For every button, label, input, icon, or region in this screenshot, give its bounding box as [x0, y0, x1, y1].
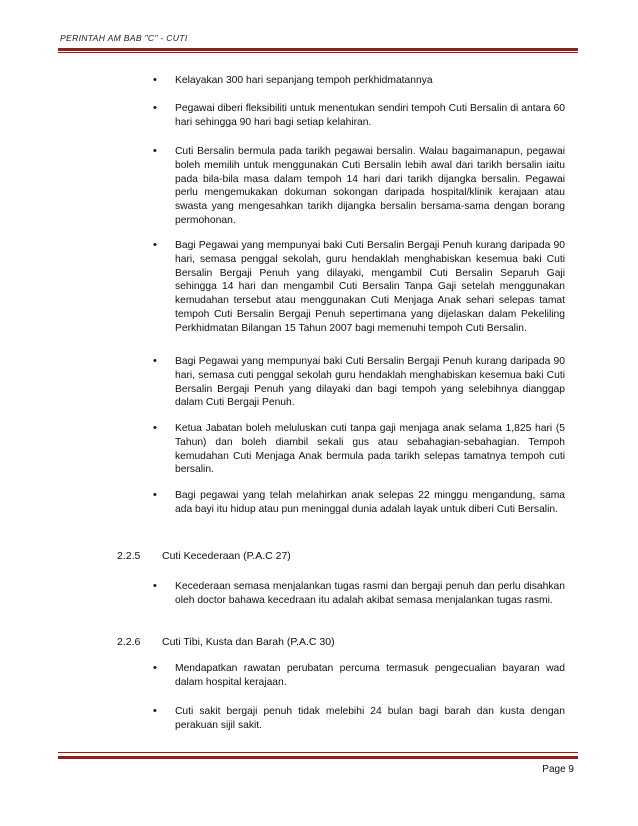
- footer-rule-thin: [58, 752, 578, 753]
- list-item-text: Bagi Pegawai yang mempunyai baki Cuti Bersalin Bergaji Penuh kurang daripada 90 hari, semasa penggal sekolah, guru hendaklah menghabiskan kesemua baki Cuti Bersalin Bergaji Penuh yang dilayaki, mengambil Cuti Bersalin Separuh Gaji sehingga 14 hari dan mengambil Cuti Bersalin Tanpa Gaji setelah menggunakan kemudahan tersebut atau menggunakan Cuti Menjaga Anak sehari selepas tamat tempoh Cuti Bersalin Bergaji Penuh sepertimana yang dijelaskan dalam Pekeliling Perkhidmatan Bilangan 15 Tahun 2007 bagi memenuhi tempoh Cuti Bersalin.: [175, 240, 565, 334]
- list-item-text: Kecederaan semasa menjalankan tugas rasmi dan bergaji penuh dan perlu disahkan oleh doctor bahawa kecedraan itu adalah akibat semasa menjalankan tugas rasmi.: [175, 581, 565, 606]
- list-item: [153, 239, 565, 336]
- bullet-icon: •: [153, 705, 157, 717]
- list-item-text: Bagi pegawai yang telah melahirkan anak selepas 22 minggu mengandung, sama ada bayi itu hidup atau pun meninggal dunia adalah layak untuk diberi Cuti Bersalin.: [175, 490, 565, 515]
- list-item: [153, 145, 565, 228]
- section-number: 2.2.6: [117, 636, 141, 648]
- footer-rule: [58, 756, 578, 759]
- bullet-icon: •: [153, 355, 157, 367]
- bullet-icon: •: [153, 489, 157, 501]
- page-header-title: PERINTAH AM BAB "C" - CUTI: [60, 33, 188, 43]
- header-rule: [58, 48, 578, 51]
- list-item-text: Cuti sakit bergaji penuh tidak melebihi 24 bulan bagi barah dan kusta dengan perakuan sijil sakit.: [175, 706, 565, 731]
- bullet-icon: •: [153, 74, 157, 86]
- list-item-text: Ketua Jabatan boleh meluluskan cuti tanpa gaji menjaga anak selama 1,825 hari (5 Tahun) dan boleh diambil sekali gus atau sebahagian-sebahagian. Tempoh kemudahan Cuti Menjaga Anak bermula pada tarikh selepas tamatnya tempoh cuti bersalin.: [175, 423, 565, 476]
- bullet-icon: •: [153, 239, 157, 251]
- list-item: [153, 705, 565, 733]
- list-item: [153, 74, 565, 88]
- bullet-icon: •: [153, 662, 157, 674]
- header-rule-thin: [58, 52, 578, 53]
- list-item: [153, 580, 565, 608]
- bullet-icon: •: [153, 422, 157, 434]
- section-title: Cuti Kecederaan (P.A.C 27): [162, 550, 291, 562]
- section-title: Cuti Tibi, Kusta dan Barah (P.A.C 30): [162, 636, 335, 648]
- list-item-text: Mendapatkan rawatan perubatan percuma termasuk pengecualian bayaran wad dalam hospital kerajaan.: [175, 663, 565, 688]
- bullet-icon: •: [153, 580, 157, 592]
- list-item-text: Bagi Pegawai yang mempunyai baki Cuti Bersalin Bergaji Penuh kurang daripada 90 hari, semasa cuti penggal sekolah guru hendaklah menghabiskan kesemua baki Cuti Bersalin Bergaji Penuh yang dilayaki dan bagi tempoh yang selebihnya dianggap dalam Cuti Bergaji Penuh.: [175, 356, 565, 409]
- list-item-text: Kelayakan 300 hari sepanjang tempoh perkhidmatannya: [175, 75, 433, 86]
- bullet-icon: •: [153, 102, 157, 114]
- list-item-text: Pegawai diberi fleksibiliti untuk menentukan sendiri tempoh Cuti Bersalin di antara 60 hari sehingga 90 hari bagi setiap kelahiran.: [175, 103, 565, 128]
- list-item: [153, 355, 565, 410]
- section-number: 2.2.5: [117, 550, 141, 562]
- list-item: [153, 662, 565, 690]
- bullet-icon: •: [153, 145, 157, 157]
- page-number: Page 9: [542, 764, 574, 775]
- list-item: [153, 489, 565, 517]
- list-item: [153, 422, 565, 477]
- list-item: [153, 102, 565, 130]
- list-item-text: Cuti Bersalin bermula pada tarikh pegawai bersalin. Walau bagaimanapun, pegawai boleh memilih untuk menggunakan Cuti Bersalin lebih awal dari tarikh bersalin iaitu pada bila-bila masa dalam tempoh 14 hari dari tarikh dijangka bersalin. Pegawai perlu mengemukakan dokuman sokongan daripada hospital/klinik kerajaan atau swasta yang mengesahkan tarikh dijangka bersalin bersama-sama dengan borang permohonan.: [175, 146, 565, 226]
